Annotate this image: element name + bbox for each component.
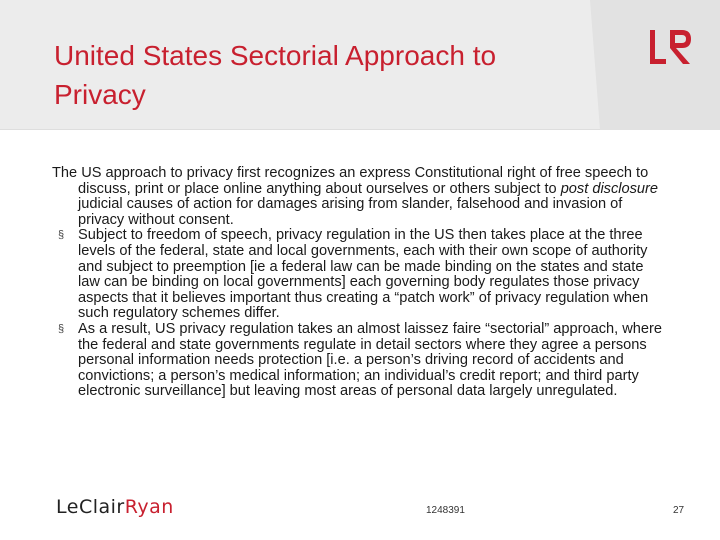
footer-logo-left: LeClair <box>56 496 125 518</box>
document-id: 1248391 <box>426 505 465 516</box>
intro-text-after: judicial causes of action for damages arising from slander, falsehood and invasion of privacy without consent. <box>78 196 623 228</box>
bullet-text: Subject to freedom of speech, privacy regulation in the US then takes place at the three levels of the federal, state and local governments, each with their own scope of authority and subject to preemption [ie a federal law can be made binding on the states and state law can be binding on local governments] each governing body regulates those privacy aspects that it believes important thus creating a “patch work” of privacy regulation when such regulatory schemes differ. <box>78 227 649 322</box>
bullet-item <box>52 228 664 322</box>
intro-text-emphasis: post disclosure <box>560 180 659 197</box>
intro-paragraph <box>52 166 664 228</box>
intro-text-before: The US approach to privacy first recognizes an express Constitutional right of free speech to discuss, print or place online anything about ourselves or others subject to <box>52 165 649 197</box>
slide-header <box>0 0 720 130</box>
bullet-marker: § <box>58 229 65 242</box>
slide-body <box>52 166 664 400</box>
footer-logo <box>56 496 174 520</box>
page-number: 27 <box>673 505 685 516</box>
bullet-marker: § <box>58 322 65 335</box>
lr-monogram-icon <box>646 26 694 70</box>
slide-title: United States Sectorial Approach to Privacy <box>54 40 497 110</box>
bullet-text: As a result, US privacy regulation takes an almost laissez faire “sectorial” approach, where the federal and state governments regulate in detail sectors where they agree a persons personal information needs protection [i.e. a person’s driving record of accidents and convictions; a person’s medical information; an individual’s credit report; and third party electronic surveillance] but leaving most areas of personal data largely unregulated. <box>78 320 663 400</box>
bullet-item <box>52 322 664 400</box>
footer-logo-right: Ryan <box>124 496 174 518</box>
